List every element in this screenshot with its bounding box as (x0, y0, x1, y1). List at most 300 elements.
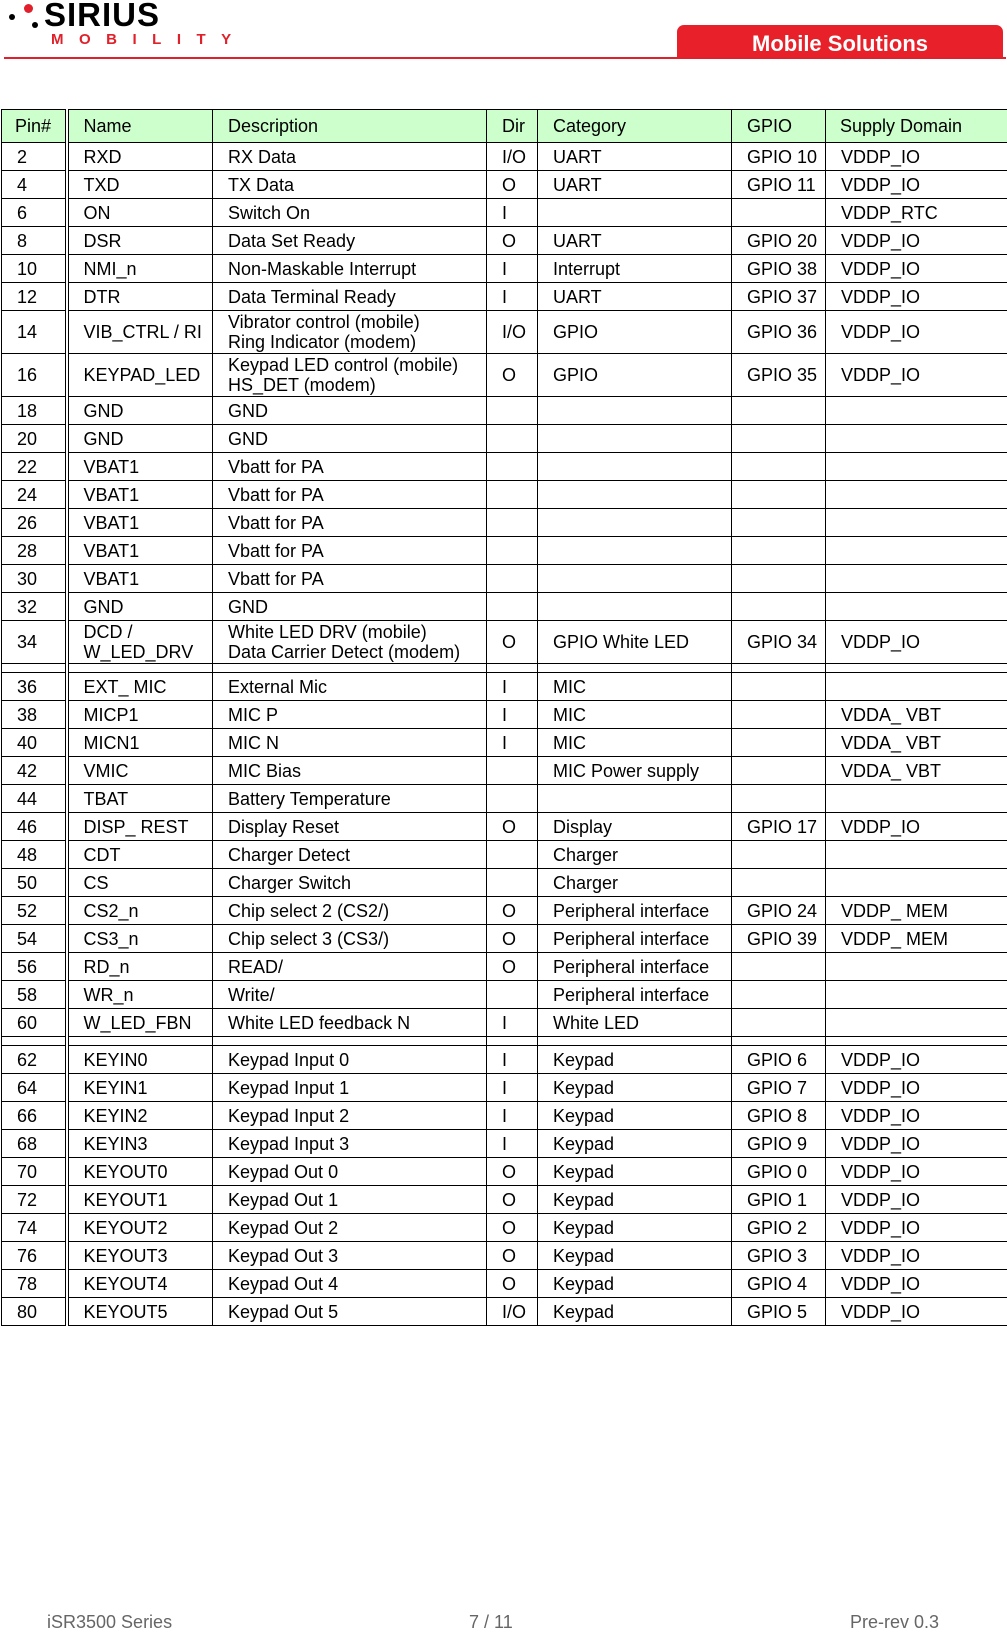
logo-dot-icon (9, 14, 15, 20)
name-cell: RXD (67, 143, 213, 171)
dir-cell: I/O (487, 143, 538, 171)
column-header-pin: Pin# (2, 110, 67, 143)
gpio-cell (732, 757, 826, 785)
supply-domain-cell: VDDP_IO (826, 1214, 1007, 1242)
pin-cell: 16 (2, 354, 67, 397)
category-cell: UART (538, 171, 732, 199)
dir-cell (487, 869, 538, 897)
table-row (2, 199, 1007, 227)
pin-cell: 32 (2, 593, 67, 621)
name-cell: CS3_n (67, 925, 213, 953)
description-cell: Vbatt for PA (213, 481, 487, 509)
category-cell (538, 425, 732, 453)
table-row (2, 729, 1007, 757)
pin-cell: 8 (2, 227, 67, 255)
dir-cell: I (487, 1009, 538, 1037)
description-cell: Non-Maskable Interrupt (213, 255, 487, 283)
supply-domain-cell: VDDP_IO (826, 255, 1007, 283)
gpio-cell (732, 869, 826, 897)
gpio-cell (732, 509, 826, 537)
pin-cell: 48 (2, 841, 67, 869)
gpio-cell (732, 481, 826, 509)
table-row (2, 1102, 1007, 1130)
description-cell: GND (213, 593, 487, 621)
gpio-cell (732, 397, 826, 425)
separator-cell (67, 664, 213, 673)
table-row (2, 1298, 1007, 1326)
table-row (2, 813, 1007, 841)
table-row (2, 1158, 1007, 1186)
category-cell: Keypad (538, 1158, 732, 1186)
category-cell: Peripheral interface (538, 925, 732, 953)
gpio-cell: GPIO 0 (732, 1158, 826, 1186)
table-row (2, 143, 1007, 171)
description-cell: White LED feedback N (213, 1009, 487, 1037)
supply-domain-cell (826, 453, 1007, 481)
separator-cell (213, 664, 487, 673)
category-cell: Keypad (538, 1214, 732, 1242)
separator-cell (2, 1037, 67, 1046)
supply-domain-cell: VDDP_ MEM (826, 897, 1007, 925)
dir-cell: I (487, 1102, 538, 1130)
category-cell: Peripheral interface (538, 981, 732, 1009)
separator-row (2, 664, 1007, 673)
supply-domain-cell (826, 953, 1007, 981)
gpio-cell (732, 981, 826, 1009)
gpio-cell (732, 199, 826, 227)
supply-domain-cell: VDDP_IO (826, 1242, 1007, 1270)
supply-domain-cell (826, 397, 1007, 425)
dir-cell (487, 565, 538, 593)
description-cell: Keypad Input 3 (213, 1130, 487, 1158)
supply-domain-cell: VDDA_ VBT (826, 729, 1007, 757)
logo-text: SIRIUS (44, 0, 160, 34)
description-cell: Vibrator control (mobile) Ring Indicator (modem) (213, 311, 487, 354)
gpio-cell: GPIO 8 (732, 1102, 826, 1130)
pin-cell: 4 (2, 171, 67, 199)
table-row (2, 1130, 1007, 1158)
gpio-cell (732, 673, 826, 701)
name-cell: VMIC (67, 757, 213, 785)
separator-cell (826, 1037, 1007, 1046)
gpio-cell (732, 593, 826, 621)
pin-cell: 40 (2, 729, 67, 757)
supply-domain-cell: VDDP_IO (826, 1102, 1007, 1130)
gpio-cell (732, 1009, 826, 1037)
pin-cell: 24 (2, 481, 67, 509)
name-cell: CDT (67, 841, 213, 869)
category-cell: GPIO (538, 354, 732, 397)
supply-domain-cell (826, 1009, 1007, 1037)
supply-domain-cell (826, 673, 1007, 701)
supply-domain-cell: VDDA_ VBT (826, 701, 1007, 729)
footer-page-number: 7 / 11 (469, 1612, 513, 1633)
supply-domain-cell: VDDP_IO (826, 813, 1007, 841)
description-cell: Vbatt for PA (213, 453, 487, 481)
table-row (2, 981, 1007, 1009)
supply-domain-cell: VDDP_IO (826, 1158, 1007, 1186)
description-cell: READ/ (213, 953, 487, 981)
name-cell: VBAT1 (67, 565, 213, 593)
dir-cell: I (487, 1074, 538, 1102)
header-divider (4, 57, 1006, 59)
category-cell: Keypad (538, 1074, 732, 1102)
table-row (2, 171, 1007, 199)
pin-cell: 12 (2, 283, 67, 311)
description-cell: Vbatt for PA (213, 509, 487, 537)
gpio-cell: GPIO 38 (732, 255, 826, 283)
pin-cell: 38 (2, 701, 67, 729)
dir-cell: I (487, 673, 538, 701)
category-cell (538, 565, 732, 593)
category-cell: White LED (538, 1009, 732, 1037)
supply-domain-cell: VDDP_RTC (826, 199, 1007, 227)
table-row (2, 1214, 1007, 1242)
gpio-cell: GPIO 2 (732, 1214, 826, 1242)
dir-cell: O (487, 925, 538, 953)
description-cell: Display Reset (213, 813, 487, 841)
column-header-gpio: GPIO (732, 110, 826, 143)
description-cell: Vbatt for PA (213, 565, 487, 593)
category-cell: GPIO White LED (538, 621, 732, 664)
pin-table-body (2, 143, 1007, 1326)
name-cell: EXT_ MIC (67, 673, 213, 701)
supply-domain-cell: VDDP_IO (826, 1074, 1007, 1102)
description-cell: External Mic (213, 673, 487, 701)
name-cell: VBAT1 (67, 453, 213, 481)
dir-cell: I (487, 729, 538, 757)
description-cell: Data Set Ready (213, 227, 487, 255)
table-row (2, 701, 1007, 729)
gpio-cell: GPIO 9 (732, 1130, 826, 1158)
name-cell: MICN1 (67, 729, 213, 757)
supply-domain-cell: VDDP_IO (826, 1186, 1007, 1214)
separator-cell (826, 664, 1007, 673)
dir-cell: O (487, 1214, 538, 1242)
separator-cell (213, 1037, 487, 1046)
description-cell: TX Data (213, 171, 487, 199)
description-cell: Keypad Out 3 (213, 1242, 487, 1270)
dir-cell (487, 757, 538, 785)
separator-cell (487, 1037, 538, 1046)
description-cell: Chip select 2 (CS2/) (213, 897, 487, 925)
table-row (2, 1046, 1007, 1074)
pin-cell: 34 (2, 621, 67, 664)
mobile-solutions-banner: Mobile Solutions (677, 25, 1003, 58)
pin-cell: 30 (2, 565, 67, 593)
gpio-cell: GPIO 37 (732, 283, 826, 311)
description-cell: Charger Detect (213, 841, 487, 869)
supply-domain-cell: VDDP_IO (826, 1298, 1007, 1326)
supply-domain-cell (826, 593, 1007, 621)
separator-cell (2, 664, 67, 673)
gpio-cell (732, 841, 826, 869)
gpio-cell: GPIO 6 (732, 1046, 826, 1074)
supply-domain-cell: VDDP_IO (826, 311, 1007, 354)
dir-cell: I (487, 701, 538, 729)
category-cell: Peripheral interface (538, 953, 732, 981)
gpio-cell: GPIO 20 (732, 227, 826, 255)
table-row (2, 283, 1007, 311)
category-cell: Keypad (538, 1130, 732, 1158)
dir-cell: O (487, 1158, 538, 1186)
supply-domain-cell: VDDP_IO (826, 1130, 1007, 1158)
table-row (2, 841, 1007, 869)
pin-cell: 28 (2, 537, 67, 565)
supply-domain-cell (826, 537, 1007, 565)
category-cell: Display (538, 813, 732, 841)
name-cell: WR_n (67, 981, 213, 1009)
category-cell: MIC Power supply (538, 757, 732, 785)
table-row (2, 1074, 1007, 1102)
table-row (2, 397, 1007, 425)
name-cell: KEYOUT2 (67, 1214, 213, 1242)
dir-cell (487, 397, 538, 425)
name-cell: KEYOUT5 (67, 1298, 213, 1326)
table-row (2, 925, 1007, 953)
column-header-supply-domain: Supply Domain (826, 110, 1007, 143)
table-row (2, 757, 1007, 785)
name-cell: VBAT1 (67, 481, 213, 509)
gpio-cell: GPIO 35 (732, 354, 826, 397)
dir-cell: O (487, 1270, 538, 1298)
pin-cell: 76 (2, 1242, 67, 1270)
separator-cell (538, 664, 732, 673)
name-cell: KEYOUT0 (67, 1158, 213, 1186)
pin-cell: 42 (2, 757, 67, 785)
dir-cell: O (487, 897, 538, 925)
dir-cell (487, 593, 538, 621)
supply-domain-cell (826, 481, 1007, 509)
dir-cell: O (487, 621, 538, 664)
name-cell: KEYIN1 (67, 1074, 213, 1102)
dir-cell: O (487, 227, 538, 255)
name-cell: DCD / W_LED_DRV (67, 621, 213, 664)
separator-cell (67, 1037, 213, 1046)
table-row (2, 869, 1007, 897)
name-cell: KEYIN3 (67, 1130, 213, 1158)
dir-cell: O (487, 354, 538, 397)
category-cell: Charger (538, 869, 732, 897)
description-cell: GND (213, 397, 487, 425)
table-header-row (2, 110, 1007, 143)
supply-domain-cell: VDDA_ VBT (826, 757, 1007, 785)
gpio-cell (732, 453, 826, 481)
table-row (2, 537, 1007, 565)
supply-domain-cell: VDDP_IO (826, 1046, 1007, 1074)
table-row (2, 255, 1007, 283)
name-cell: KEYIN2 (67, 1102, 213, 1130)
pin-cell: 68 (2, 1130, 67, 1158)
dir-cell: I (487, 199, 538, 227)
pin-cell: 6 (2, 199, 67, 227)
dir-cell (487, 981, 538, 1009)
description-cell: Charger Switch (213, 869, 487, 897)
table-row (2, 354, 1007, 397)
name-cell: GND (67, 593, 213, 621)
description-cell: Chip select 3 (CS3/) (213, 925, 487, 953)
description-cell: Keypad Input 0 (213, 1046, 487, 1074)
gpio-cell (732, 565, 826, 593)
category-cell: Keypad (538, 1270, 732, 1298)
table-row (2, 227, 1007, 255)
separator-cell (487, 664, 538, 673)
description-cell: Keypad Out 0 (213, 1158, 487, 1186)
dir-cell: O (487, 171, 538, 199)
pin-cell: 50 (2, 869, 67, 897)
supply-domain-cell (826, 425, 1007, 453)
category-cell: MIC (538, 701, 732, 729)
column-header-dir: Dir (487, 110, 538, 143)
gpio-cell: GPIO 36 (732, 311, 826, 354)
dir-cell (487, 537, 538, 565)
gpio-cell (732, 953, 826, 981)
separator-cell (538, 1037, 732, 1046)
supply-domain-cell: VDDP_IO (826, 143, 1007, 171)
description-cell: Keypad Input 2 (213, 1102, 487, 1130)
category-cell: UART (538, 227, 732, 255)
logo-dot-icon (32, 22, 38, 28)
description-cell: Switch On (213, 199, 487, 227)
gpio-cell (732, 701, 826, 729)
gpio-cell: GPIO 5 (732, 1298, 826, 1326)
description-cell: Vbatt for PA (213, 537, 487, 565)
category-cell: Keypad (538, 1102, 732, 1130)
gpio-cell (732, 729, 826, 757)
name-cell: CS (67, 869, 213, 897)
name-cell: NMI_n (67, 255, 213, 283)
table-row (2, 565, 1007, 593)
name-cell: GND (67, 397, 213, 425)
description-cell: Keypad Out 5 (213, 1298, 487, 1326)
name-cell: KEYOUT3 (67, 1242, 213, 1270)
description-cell: MIC N (213, 729, 487, 757)
dir-cell (487, 785, 538, 813)
category-cell: Peripheral interface (538, 897, 732, 925)
dir-cell: O (487, 813, 538, 841)
description-cell: MIC P (213, 701, 487, 729)
pin-cell: 20 (2, 425, 67, 453)
pin-table (1, 109, 1007, 1326)
pin-cell: 58 (2, 981, 67, 1009)
description-cell: Write/ (213, 981, 487, 1009)
name-cell: MICP1 (67, 701, 213, 729)
description-cell: GND (213, 425, 487, 453)
dir-cell: O (487, 1186, 538, 1214)
dir-cell: I (487, 1130, 538, 1158)
name-cell: KEYIN0 (67, 1046, 213, 1074)
category-cell: Keypad (538, 1242, 732, 1270)
description-cell: Keypad Out 4 (213, 1270, 487, 1298)
name-cell: RD_n (67, 953, 213, 981)
pin-cell: 14 (2, 311, 67, 354)
pin-cell: 46 (2, 813, 67, 841)
supply-domain-cell: VDDP_IO (826, 171, 1007, 199)
supply-domain-cell (826, 565, 1007, 593)
supply-domain-cell: VDDP_IO (826, 227, 1007, 255)
category-cell (538, 593, 732, 621)
dir-cell: I (487, 255, 538, 283)
pin-cell: 56 (2, 953, 67, 981)
name-cell: DISP_ REST (67, 813, 213, 841)
supply-domain-cell (826, 785, 1007, 813)
pin-cell: 78 (2, 1270, 67, 1298)
name-cell: KEYOUT1 (67, 1186, 213, 1214)
description-cell: Battery Temperature (213, 785, 487, 813)
column-header-name: Name (67, 110, 213, 143)
gpio-cell (732, 537, 826, 565)
name-cell: CS2_n (67, 897, 213, 925)
name-cell: KEYPAD_LED (67, 354, 213, 397)
dir-cell (487, 425, 538, 453)
gpio-cell: GPIO 4 (732, 1270, 826, 1298)
description-cell: MIC Bias (213, 757, 487, 785)
pin-cell: 64 (2, 1074, 67, 1102)
name-cell: TBAT (67, 785, 213, 813)
column-header-description: Description (213, 110, 487, 143)
category-cell (538, 453, 732, 481)
table-row (2, 1186, 1007, 1214)
gpio-cell: GPIO 3 (732, 1242, 826, 1270)
gpio-cell: GPIO 17 (732, 813, 826, 841)
category-cell (538, 509, 732, 537)
pin-cell: 22 (2, 453, 67, 481)
pin-cell: 18 (2, 397, 67, 425)
name-cell: TXD (67, 171, 213, 199)
category-cell: Keypad (538, 1298, 732, 1326)
dir-cell (487, 481, 538, 509)
name-cell: VBAT1 (67, 509, 213, 537)
gpio-cell (732, 425, 826, 453)
dir-cell: I/O (487, 311, 538, 354)
separator-row (2, 1037, 1007, 1046)
gpio-cell: GPIO 34 (732, 621, 826, 664)
footer-series: iSR3500 Series (47, 1612, 172, 1633)
category-cell: UART (538, 283, 732, 311)
category-cell: Charger (538, 841, 732, 869)
dir-cell: I (487, 1046, 538, 1074)
separator-cell (732, 1037, 826, 1046)
category-cell: MIC (538, 673, 732, 701)
gpio-cell (732, 785, 826, 813)
gpio-cell: GPIO 10 (732, 143, 826, 171)
description-cell: White LED DRV (mobile) Data Carrier Detect (modem) (213, 621, 487, 664)
pin-cell: 74 (2, 1214, 67, 1242)
category-cell (538, 537, 732, 565)
name-cell: VIB_CTRL / RI (67, 311, 213, 354)
supply-domain-cell (826, 841, 1007, 869)
pin-cell: 62 (2, 1046, 67, 1074)
table-row (2, 425, 1007, 453)
column-header-category: Category (538, 110, 732, 143)
table-row (2, 311, 1007, 354)
table-row (2, 673, 1007, 701)
dir-cell: O (487, 1242, 538, 1270)
dir-cell: I (487, 283, 538, 311)
description-cell: Data Terminal Ready (213, 283, 487, 311)
category-cell (538, 397, 732, 425)
category-cell (538, 785, 732, 813)
category-cell: GPIO (538, 311, 732, 354)
table-row (2, 621, 1007, 664)
sirius-mobility-logo (4, 2, 224, 50)
pin-cell: 54 (2, 925, 67, 953)
gpio-cell: GPIO 39 (732, 925, 826, 953)
footer-revision: Pre-rev 0.3 (850, 1612, 939, 1633)
table-row (2, 453, 1007, 481)
supply-domain-cell: VDDP_IO (826, 1270, 1007, 1298)
supply-domain-cell (826, 981, 1007, 1009)
